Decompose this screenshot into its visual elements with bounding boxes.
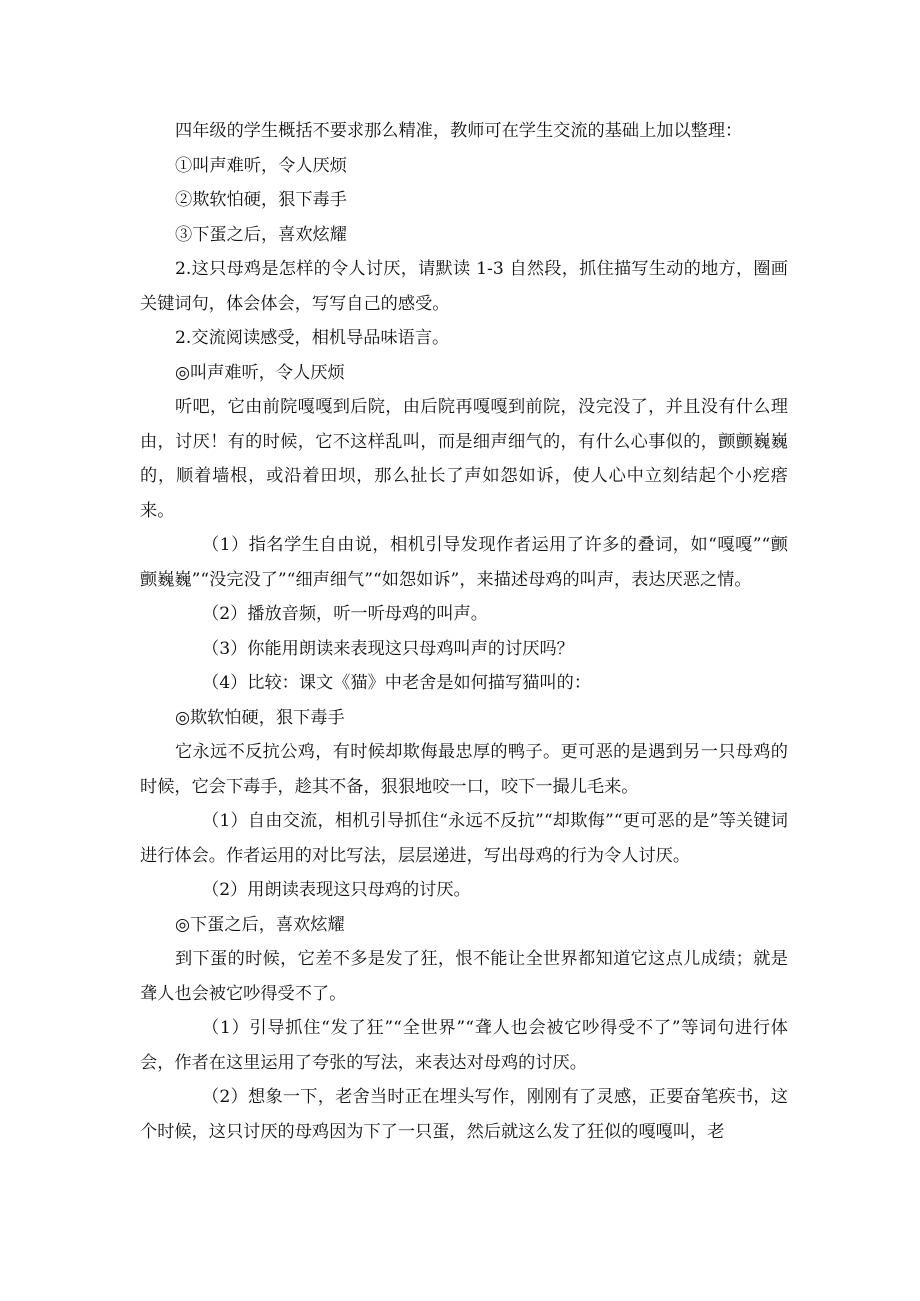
section-3-step-1: （1）引导抓住“发了狂”“全世界”“聋人也会被它吵得受不了”等词句进行体会，作者在这里运用了夸张的写法，来表达对母鸡的讨厌。 [140, 1018, 788, 1073]
section-1-step-1: （1）指名学生自由说，相机引导发现作者运用了许多的叠词，如“嘎嘎”“颤颤巍巍”“没完没了”“细声细气”“如怨如诉”，来描述母鸡的叫声，表达厌恶之情。 [140, 535, 788, 590]
document-page [140, 114, 788, 1149]
paragraph-point-3: ③下蛋之后，喜欢炫耀 [175, 224, 347, 245]
section-2-step-2: （2）用朗读表现这只母鸡的讨厌。 [202, 880, 471, 900]
paragraph-point-1: ①叫声难听，令人厌烦 [175, 155, 347, 176]
section-title-1: ◎叫声难听，令人厌烦 [175, 362, 345, 383]
paragraph-task-2b: 2.交流阅读感受，相机导品味语言。 [175, 328, 450, 348]
section-3-step-2: （2）想象一下，老舍当时正在埋头写作，刚刚有了灵感，正要奋笔疾书，这个时候，这只讨厌的母鸡因为下了一只蛋，然后就这么发了狂似的嘎嘎叫，老 [140, 1087, 788, 1142]
section-title-3: ◎下蛋之后，喜欢炫耀 [175, 914, 345, 935]
section-1-step-2: （2）播放音频，听一听母鸡的叫声。 [202, 604, 488, 624]
section-quote-3: 到下蛋的时候，它差不多是发了狂，恨不能让全世界都知道它这点儿成绩；就是聋人也会被它吵得受不了。 [140, 949, 788, 1004]
paragraph-point-2: ②欺软怕硬，狠下毒手 [175, 190, 347, 210]
section-title-2: ◎欺软怕硬，狠下毒手 [175, 707, 345, 728]
section-quote-2: 它永远不反抗公鸡，有时候却欺侮最忠厚的鸭子。更可恶的是遇到另一只母鸡的时候，它会下毒手，趁其不备，狠狠地咬一口，咬下一撮儿毛来。 [140, 742, 788, 797]
section-1-step-3: （3）你能用朗读来表现这只母鸡叫声的讨厌吗？ [202, 638, 574, 659]
paragraph-intro: 四年级的学生概括不要求那么精准，教师可在学生交流的基础上加以整理： [175, 121, 743, 141]
section-1-step-4: （4）比较：课文《猫》中老舍是如何描写猫叫的： [202, 673, 592, 693]
section-quote-1: 听吧，它由前院嘎嘎到后院，由后院再嘎嘎到前院，没完没了，并且没有什么理由，讨厌！有的时候，它不这样乱叫，而是细声细气的，有什么心事似的，颤颤巍巍的，顺着墙根，或沿着田坝，那么扯长了声如怨如诉，使人心中立刻结起个小疙瘩来。 [140, 397, 788, 521]
section-2-step-1: （1）自由交流，相机引导抓住“永远不反抗”“却欺侮”“更可恶的是”等关键词进行体会。作者运用的对比写法，层层递进，写出母鸡的行为令人讨厌。 [140, 811, 788, 866]
paragraph-task-2a: 2.这只母鸡是怎样的令人讨厌，请默读 1-3 自然段，抓住描写生动的地方，圈画关键词句，体会体会，写写自己的感受。 [140, 259, 788, 314]
